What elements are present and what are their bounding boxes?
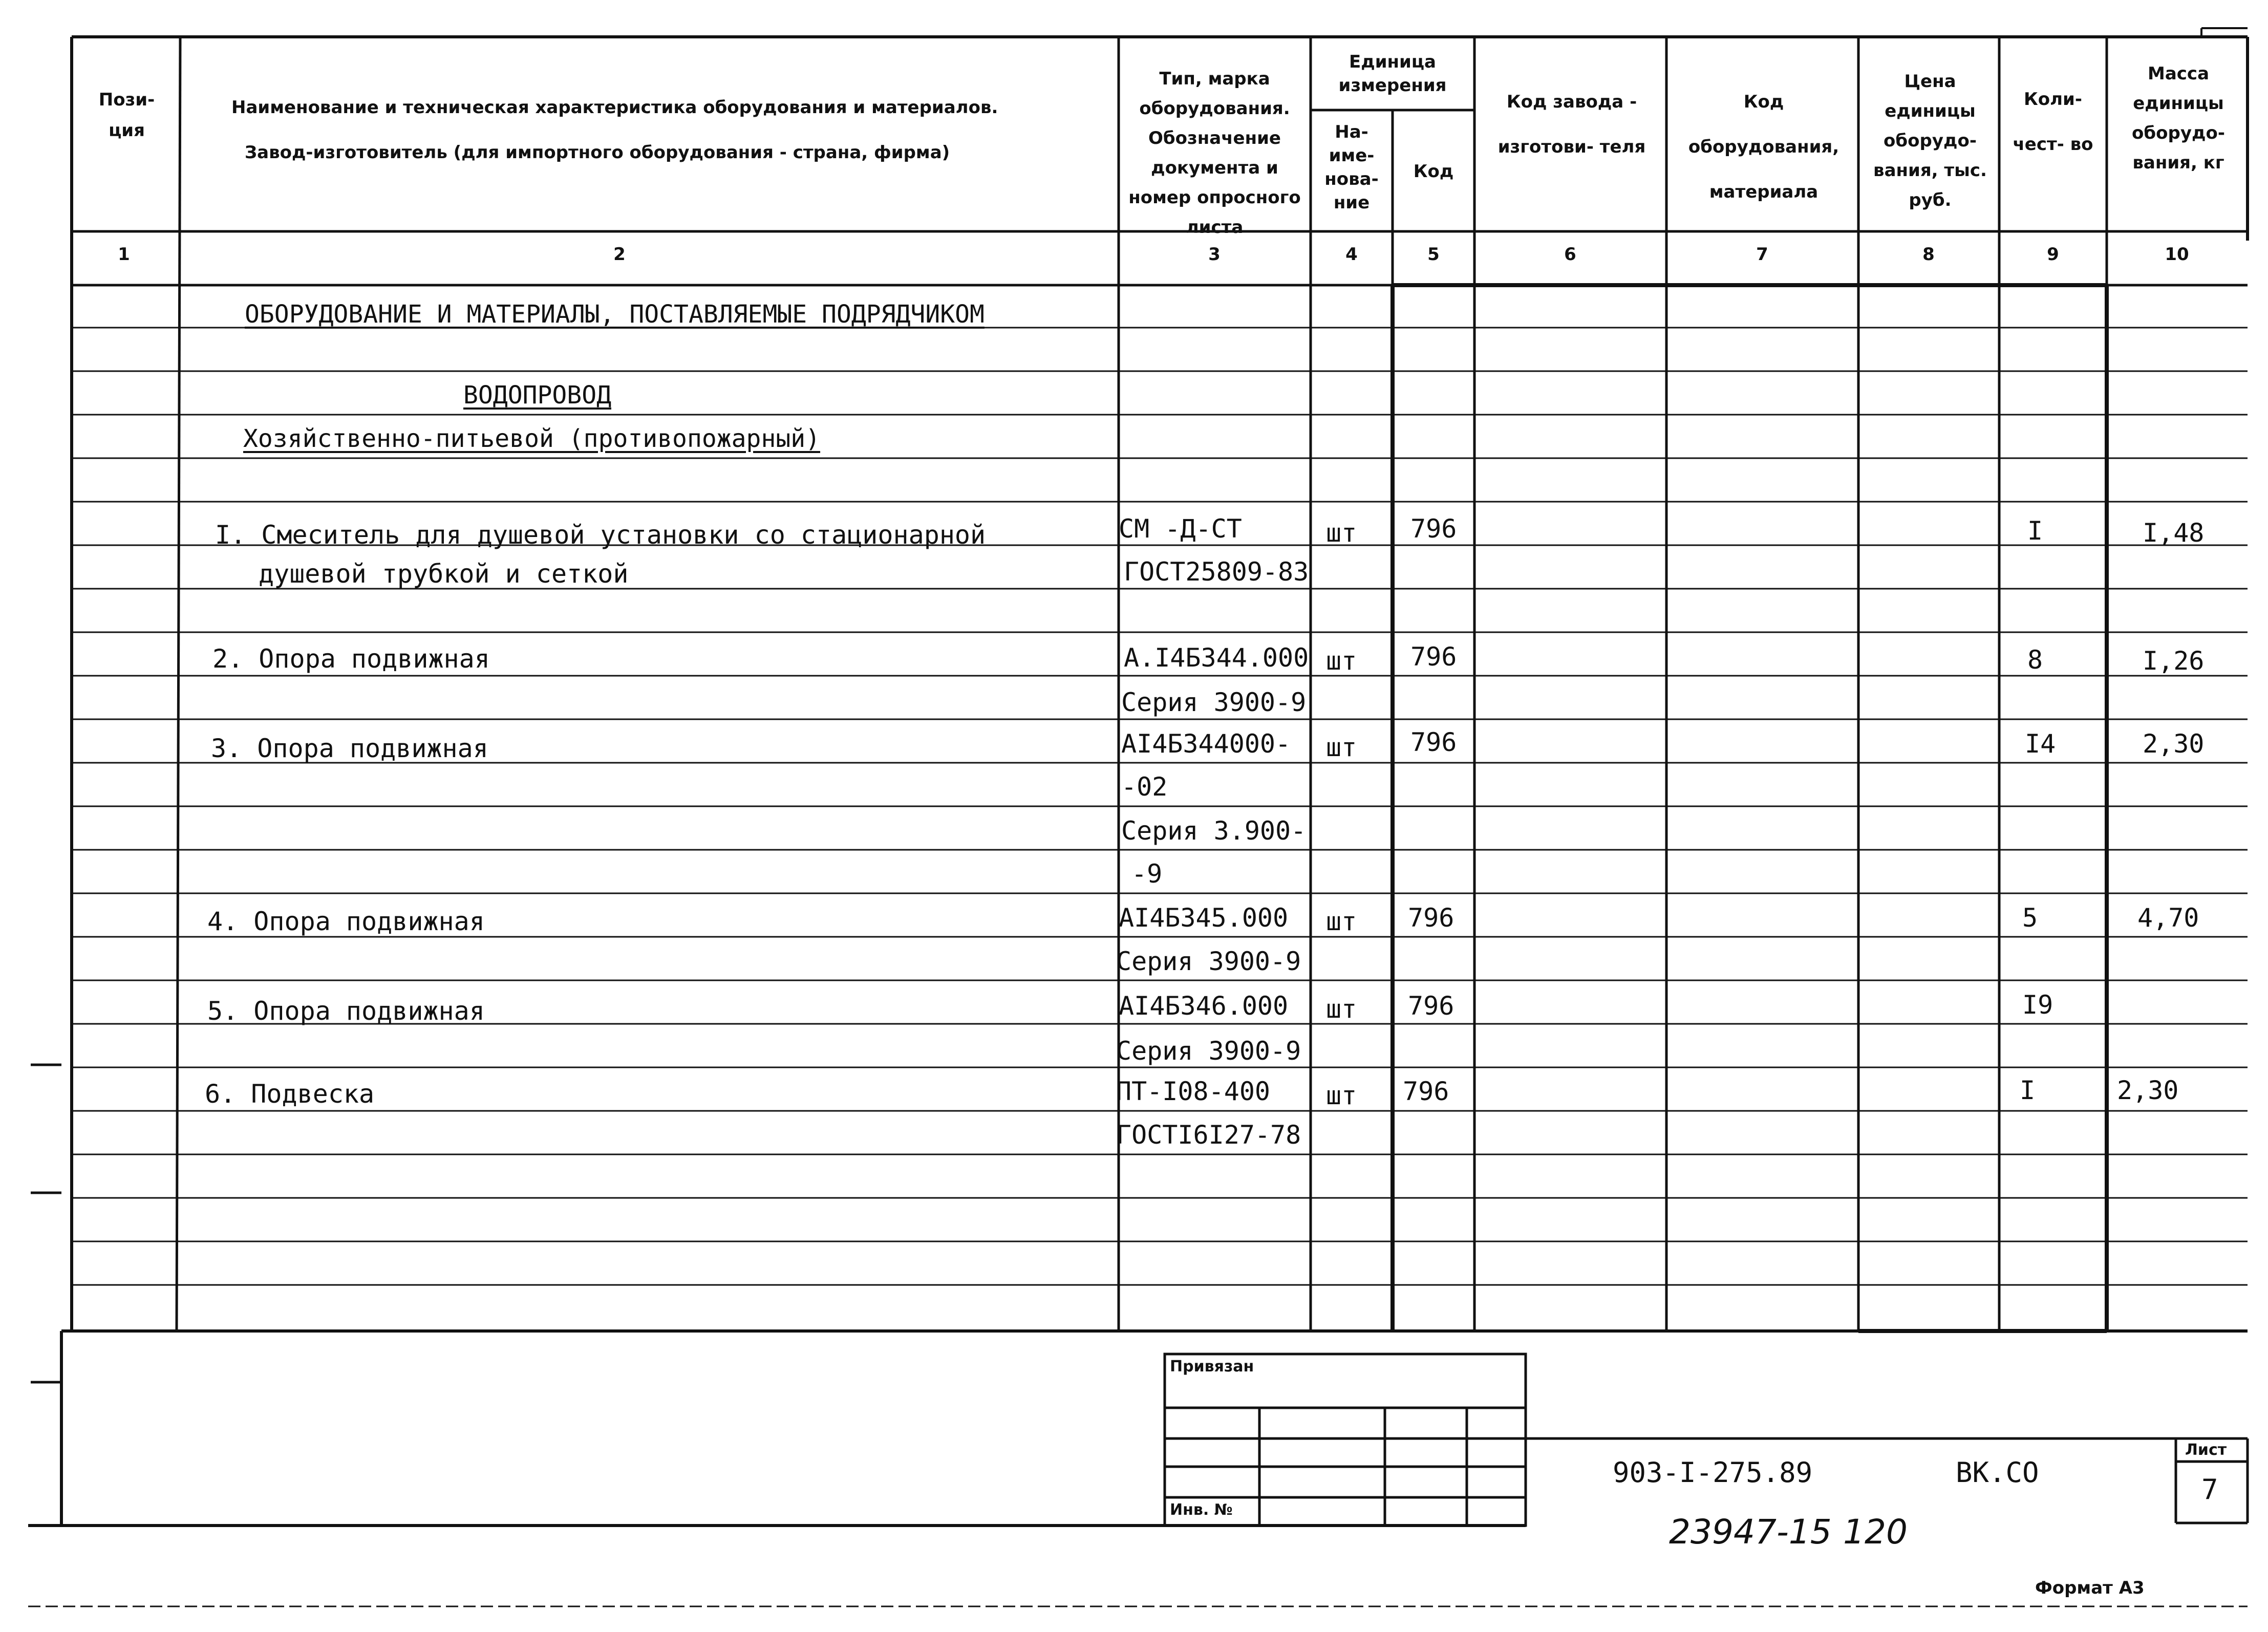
item-2-name: 2. Опора подвижная (212, 644, 490, 674)
stamp-inv-label: Инв. № (1170, 1501, 1233, 1519)
header-quantity: Коли- чест- во (2013, 89, 2093, 155)
header-price: Цена единицы оборудо- вания, тыс. руб. (1873, 71, 1987, 210)
item-6-standard: ГОСТI6I27-78 (1116, 1120, 1301, 1150)
stamp-doc-code: ВК.СО (1956, 1456, 2039, 1489)
header-equipment-code: Код оборудования, материала (1688, 92, 1839, 202)
stamp-doc-number: 903-I-275.89 (1613, 1456, 1813, 1489)
item-4-qty: 5 (2022, 903, 2038, 933)
item-1-mass: I,48 (2143, 518, 2205, 548)
item-1-unit: шт (1326, 518, 1357, 548)
item-2-qty: 8 (2027, 645, 2043, 675)
header-unit-code: Код (1413, 161, 1454, 182)
item-6-qty: I (2020, 1076, 2036, 1105)
stamp-tied-label: Привязан (1170, 1358, 1254, 1376)
header-unit-group: Единица измерения (1338, 52, 1447, 96)
header-mass: Масса единицы оборудо- вания, кг (2132, 63, 2225, 173)
item-4-code: 796 (1408, 903, 1454, 933)
item-3-series-cont: -9 (1131, 859, 1163, 889)
item-3-code: 796 (1410, 727, 1457, 757)
item-1-qty: I (2027, 516, 2043, 546)
header-position: Пози- ция (98, 90, 155, 141)
item-4-mass: 4,70 (2137, 903, 2199, 933)
handwritten-number: 23947-15 (1669, 1512, 1832, 1552)
item-6-unit: шт (1326, 1081, 1357, 1110)
item-1-name: I. Смеситель для душевой установки со стационарной (215, 520, 986, 550)
section-title: ОБОРУДОВАНИЕ И МАТЕРИАЛЫ, ПОСТАВЛЯЕМЫЕ ПОДРЯДЧИКОМ (245, 300, 985, 329)
stamp-sheet-label: Лист (2185, 1441, 2227, 1459)
item-2-code: 796 (1410, 642, 1457, 672)
item-3-unit: шт (1326, 733, 1357, 762)
item-1-name-cont: душевой трубкой и сеткой (259, 559, 629, 589)
item-5-code: 796 (1408, 991, 1454, 1021)
subsystem-title: Хозяйственно-питьевой (противопожарный) (243, 424, 821, 453)
item-2-mass: I,26 (2143, 646, 2205, 676)
item-5-type: АI4Б346.000 (1119, 991, 1289, 1021)
item-3-type: АI4Б344000- (1121, 729, 1291, 759)
item-3-name: 3. Опора подвижная (211, 734, 488, 763)
item-1-code: 796 (1410, 514, 1457, 544)
item-3-series: Серия 3.900- (1121, 816, 1307, 846)
item-2-type: А.I4Б344.000 (1124, 643, 1309, 673)
header-name-line1: Наименование и техническая характеристика оборудования и материалов. (231, 97, 998, 118)
stamp-sheet-number: 7 (2201, 1473, 2218, 1506)
item-5-name: 5. Опора подвижная (207, 996, 485, 1026)
header-name-line2: Завод-изготовитель (для импортного оборудования - страна, фирма) (245, 142, 950, 163)
format-label: Формат А3 (2035, 1578, 2145, 1598)
item-1-type: СМ -Д-СТ (1119, 514, 1242, 544)
item-6-type: ПТ-I08-400 (1116, 1077, 1271, 1106)
item-5-series: Серия 3900-9 (1116, 1036, 1301, 1066)
item-3-qty: I4 (2025, 729, 2056, 759)
item-2-unit: шт (1326, 646, 1357, 676)
item-1-standard: ГОСТ25809-83 (1124, 557, 1309, 587)
item-2-series: Серия 3900-9 (1121, 688, 1307, 717)
item-6-name: 6. Подвеска (205, 1079, 375, 1109)
header-unit-name: На- име- нова- ние (1324, 122, 1379, 213)
item-5-qty: I9 (2022, 990, 2053, 1020)
item-4-name: 4. Опора подвижная (207, 907, 485, 936)
system-title: ВОДОПРОВОД (463, 381, 611, 410)
item-3-type-cont: -02 (1121, 772, 1168, 802)
item-5-unit: шт (1326, 994, 1357, 1024)
item-6-mass: 2,30 (2117, 1076, 2179, 1105)
item-4-type: АI4Б345.000 (1119, 903, 1289, 933)
item-3-mass: 2,30 (2143, 729, 2205, 759)
item-4-series: Серия 3900-9 (1116, 947, 1301, 976)
header-plant-code: Код завода - изготови- теля (1497, 92, 1646, 157)
item-4-unit: шт (1326, 907, 1357, 936)
handwritten-page: 120 (1843, 1512, 1908, 1552)
header-type: Тип, марка оборудования. Обозначение документа и номер опросного листа (1128, 69, 1301, 238)
item-6-code: 796 (1403, 1077, 1449, 1106)
